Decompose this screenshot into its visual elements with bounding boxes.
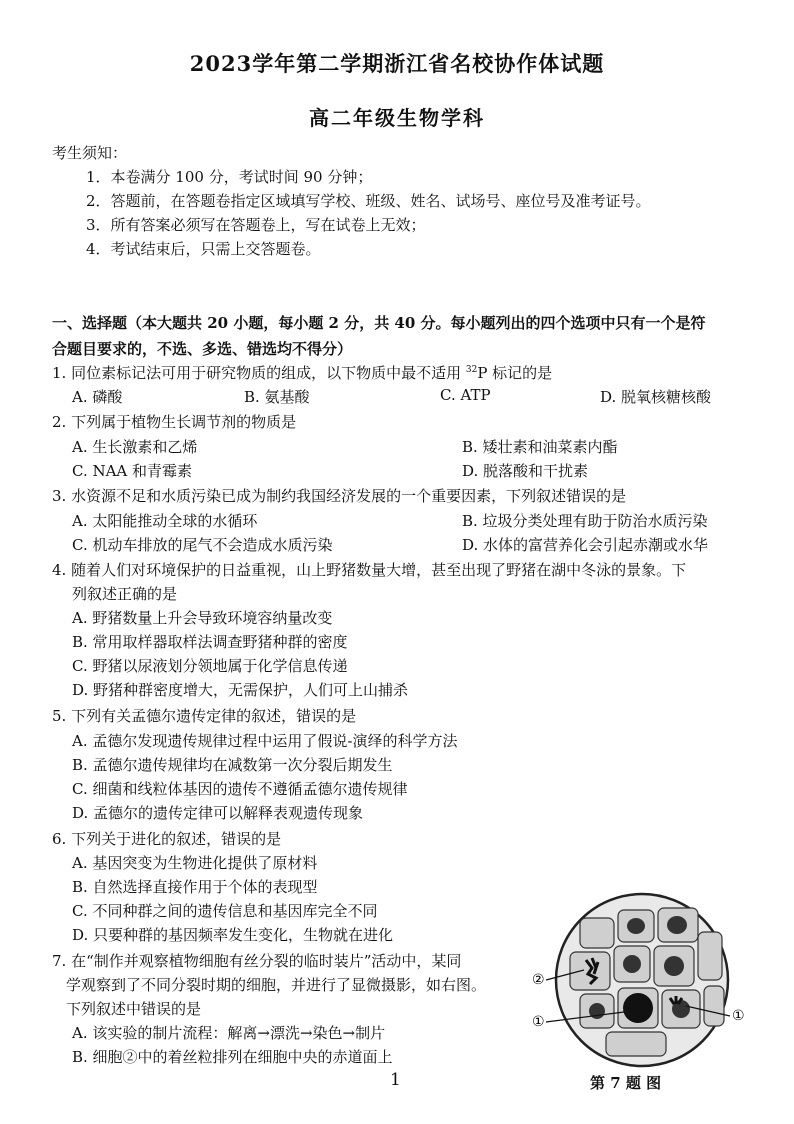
question-2-stem: 2. 下列属于植物生长调节剂的物质是 <box>52 413 297 431</box>
question-1-option-d: D. 脱氧核糖核酸 <box>600 388 712 406</box>
cell <box>606 1032 666 1056</box>
page-number: 1 <box>390 1070 401 1090</box>
question-7-stem-cont: 下列叙述中错误的是 <box>66 1000 202 1018</box>
question-6-option-c: C. 不同种群之间的遗传信息和基因库完全不同 <box>72 902 378 920</box>
question-3-stem: 3. 水资源不足和水质污染已成为制约我国经济发展的一个重要因素，下列叙述错误的是 <box>52 487 627 505</box>
figure-label-2: ② <box>532 972 545 988</box>
question-5-option-c: C. 细菌和线粒体基因的遗传不遵循孟德尔遗传规律 <box>72 780 408 798</box>
exam-subtitle: 高二年级生物学科 <box>309 106 485 130</box>
section-heading-line: 合题目要求的，不选、多选、错选均不得分） <box>52 340 353 358</box>
cell-1-nucleus <box>623 993 653 1023</box>
question-4-stem: 4. 随着人们对环境保护的日益重视，山上野猪数量大增，甚至出现了野猪在湖中冬泳的景象。下 <box>52 561 687 579</box>
question-6-option-a: A. 基因突变为生物进化提供了原材料 <box>72 854 318 872</box>
question-5-stem: 5. 下列有关孟德尔遗传定律的叙述，错误的是 <box>52 707 357 725</box>
figure-label-1-right: ① <box>732 1008 745 1024</box>
question-1-option-a: A. 磷酸 <box>72 388 123 406</box>
cell <box>704 986 724 1026</box>
nucleus <box>667 916 687 934</box>
question-4-option-b: B. 常用取样器取样法调查野猪种群的密度 <box>72 633 348 651</box>
question-6-option-d: D. 只要种群的基因频率发生变化，生物就在进化 <box>72 926 394 944</box>
nucleus <box>627 918 645 934</box>
figure-caption: 第 7 题 图 <box>590 1074 662 1092</box>
question-5-option-a: A. 孟德尔发现遗传规律过程中运用了假说-演绎的科学方法 <box>72 732 458 750</box>
isotope-superscript: 32 <box>465 365 478 375</box>
question-7-option-b: B. 细胞②中的着丝粒排列在细胞中央的赤道面上 <box>72 1048 393 1066</box>
exam-title: 2023学年第二学期浙江省名校协作体试题 <box>189 51 605 76</box>
question-4-option-c: C. 野猪以尿液划分领地属于化学信息传递 <box>72 657 348 675</box>
question-1-stem-part: 1. 同位素标记法可用于研究物质的组成，以下物质中最不适用 <box>52 364 466 382</box>
question-7-stem: 7. 在“制作并观察植物细胞有丝分裂的临时装片”活动中，某同 <box>52 952 462 970</box>
question-2-option-a: A. 生长激素和乙烯 <box>72 438 198 456</box>
question-6-option-b: B. 自然选择直接作用于个体的表现型 <box>72 878 318 896</box>
nucleus <box>664 956 684 976</box>
micrograph-figure <box>530 888 750 1078</box>
section-heading-line: 一、选择题（本大题共 20 小题，每小题 2 分，共 40 分。每小题列出的四个选项中只有一个是符 <box>52 314 706 332</box>
notice-item: 1．本卷满分 100 分，考试时间 90 分钟； <box>86 168 373 186</box>
question-7-stem-cont: 学观察到了不同分裂时期的细胞，并进行了显微摄影，如右图。 <box>66 976 487 994</box>
nucleus <box>623 955 641 973</box>
cell <box>580 918 614 948</box>
question-4-stem-cont: 列叙述正确的是 <box>72 585 178 603</box>
question-2-option-b: B. 矮壮素和油菜素内酯 <box>462 438 618 456</box>
question-3-option-a: A. 太阳能推动全球的水循环 <box>72 512 258 530</box>
question-1-stem-part: P 标记的是 <box>477 364 553 382</box>
cell <box>698 932 722 980</box>
question-3-option-d: D. 水体的富营养化会引起赤潮或水华 <box>462 536 709 554</box>
question-1-option-c: C. ATP <box>440 386 491 404</box>
question-7-option-a: A. 该实验的制片流程：解离→漂洗→染色→制片 <box>72 1024 386 1042</box>
notice-item: 3．所有答案必须写在答题卷上，写在试卷上无效； <box>86 216 426 234</box>
notice-item: 4．考试结束后，只需上交答题卷。 <box>86 240 321 258</box>
question-2-option-c: C. NAA 和青霉素 <box>72 462 193 480</box>
question-5-option-b: B. 孟德尔遗传规律均在减数第一次分裂后期发生 <box>72 756 393 774</box>
question-4-option-d: D. 野猪种群密度增大，无需保护，人们可上山捕杀 <box>72 681 409 699</box>
notice-heading: 考生须知： <box>52 144 128 162</box>
question-5-option-d: D. 孟德尔的遗传定律可以解释表观遗传现象 <box>72 804 364 822</box>
question-2-option-d: D. 脱落酸和干扰素 <box>462 462 589 480</box>
question-6-stem: 6. 下列关于进化的叙述，错误的是 <box>52 830 282 848</box>
figure-label-1-left: ① <box>532 1014 545 1030</box>
question-4-option-a: A. 野猪数量上升会导致环境容纳量改变 <box>72 609 333 627</box>
question-1-stem <box>52 362 552 383</box>
notice-item: 2．答题前，在答题卷指定区域填写学校、班级、姓名、试场号、座位号及准考证号。 <box>86 192 651 210</box>
question-3-option-b: B. 垃圾分类处理有助于防治水质污染 <box>462 512 708 530</box>
question-3-option-c: C. 机动车排放的尾气不会造成水质污染 <box>72 536 333 554</box>
question-1-option-b: B. 氨基酸 <box>244 388 310 406</box>
